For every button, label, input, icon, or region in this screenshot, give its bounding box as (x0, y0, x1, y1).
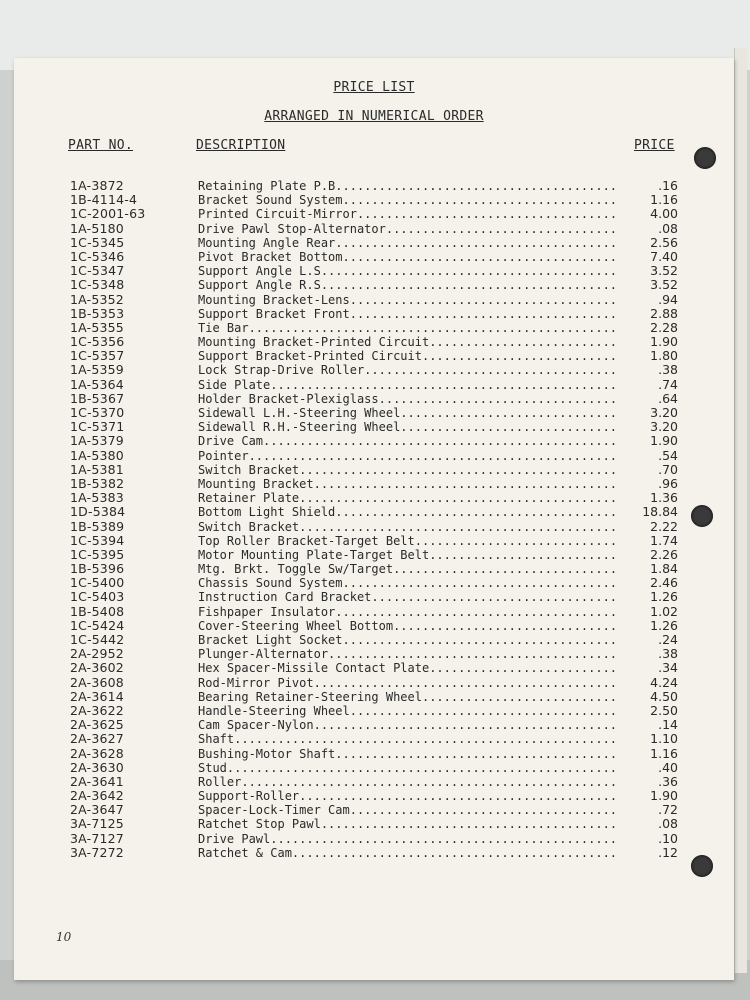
price-cell: .40 (658, 759, 678, 775)
price-cell: .16 (658, 178, 678, 193)
part-number-cell: 3A-7127 (70, 830, 124, 846)
price-cell: 3.52 (650, 277, 678, 293)
description-cell: Support Bracket-Printed Circuit ..... (198, 349, 616, 363)
table-row (14, 633, 734, 647)
price-cell: 1.84 (650, 561, 678, 577)
price-cell: 2.28 (650, 319, 678, 335)
description-cell: Instruction Card Bracket ..... (198, 590, 616, 604)
part-number-cell: 1C-5357 (70, 348, 125, 364)
description-cell: Mtg. Brkt. Toggle Sw/Target ..... (198, 562, 616, 576)
description-cell: Mounting Angle Rear ..... (198, 236, 616, 250)
description-cell: Mounting Bracket ..... (198, 477, 616, 491)
description-cell: Side Plate ..... (198, 378, 616, 392)
part-number-cell: 1C-5346 (70, 248, 125, 264)
part-number-cell: 1A-5380 (70, 447, 124, 463)
page-title: PRICE LIST (333, 80, 415, 95)
price-cell: 2.50 (650, 702, 678, 718)
price-list-table (14, 179, 734, 860)
part-number-cell: 1C-5348 (70, 277, 125, 293)
table-row (14, 747, 734, 761)
part-number-cell: 1C-5400 (70, 575, 125, 591)
table-row (14, 307, 734, 321)
price-cell: .38 (658, 362, 678, 378)
price-cell: 18.84 (642, 504, 678, 520)
description-cell: Drive Pawl ..... (198, 832, 616, 846)
document-page (14, 58, 734, 980)
price-cell: 1.90 (650, 433, 678, 449)
table-row (14, 321, 734, 335)
price-cell: 3.52 (650, 263, 678, 279)
description-cell: Sidewall R.H.-Steering Wheel ..... (198, 420, 616, 434)
table-row (14, 548, 734, 562)
description-cell: Ratchet & Cam ..... (198, 846, 616, 860)
description-cell: Bearing Retainer-Steering Wheel ..... (198, 690, 616, 704)
price-cell: 1.36 (650, 490, 678, 506)
page-subtitle: ARRANGED IN NUMERICAL ORDER (264, 109, 484, 124)
table-row (14, 846, 734, 860)
price-cell: 1.16 (650, 745, 678, 761)
column-header-description: DESCRIPTION (196, 138, 286, 153)
price-cell: .64 (658, 390, 678, 406)
table-row (14, 420, 734, 434)
next-page-edge (734, 48, 747, 973)
description-cell: Pivot Bracket Bottom ..... (198, 250, 616, 264)
table-row (14, 349, 734, 363)
part-number-cell: 1A-5359 (70, 362, 124, 378)
table-row (14, 505, 734, 519)
part-number-cell: 1C-5347 (70, 263, 125, 279)
table-row (14, 661, 734, 675)
part-number-cell: 1B-5382 (70, 475, 125, 491)
part-number-cell: 1C-5394 (70, 532, 125, 548)
description-cell: Drive Cam ..... (198, 434, 616, 448)
table-row (14, 250, 734, 264)
price-cell: 2.22 (650, 518, 678, 534)
description-cell: Top Roller Bracket-Target Belt ..... (198, 534, 616, 548)
part-number-cell: 1A-5381 (70, 461, 124, 477)
table-row (14, 207, 734, 221)
part-number-cell: 1C-5403 (70, 589, 125, 605)
part-number-cell: 1B-5396 (70, 561, 125, 577)
description-cell: Hex Spacer-Missile Contact Plate ..... (198, 661, 616, 675)
part-number-cell: 1B-4114-4 (70, 192, 138, 208)
part-number-cell: 2A-3614 (70, 688, 124, 704)
price-cell: 4.24 (650, 674, 678, 690)
table-row (14, 293, 734, 307)
table-row (14, 392, 734, 406)
table-row (14, 761, 734, 775)
part-number-cell: 2A-3628 (70, 745, 124, 761)
part-number-cell: 1C-5442 (70, 632, 125, 647)
price-cell: 1.26 (650, 617, 678, 633)
part-number-cell: 1A-5364 (70, 376, 124, 392)
table-row (14, 264, 734, 278)
part-number-cell: 1B-5389 (70, 518, 125, 534)
description-cell: Fishpaper Insulator ..... (198, 605, 616, 619)
part-number-cell: 1A-3872 (70, 178, 124, 193)
price-cell: .34 (658, 660, 678, 676)
table-row (14, 803, 734, 817)
description-cell: Cover-Steering Wheel Bottom ..... (198, 619, 616, 633)
description-cell: Switch Bracket ..... (198, 520, 616, 534)
part-number-cell: 1A-5352 (70, 291, 124, 307)
price-cell: 1.74 (650, 532, 678, 548)
part-number-cell: 1B-5353 (70, 305, 125, 321)
part-number-cell: 1C-2001-63 (70, 206, 146, 222)
table-row (14, 222, 734, 236)
description-cell: Support Angle L.S. ..... (198, 264, 616, 278)
price-cell: .10 (658, 830, 678, 846)
part-number-cell: 2A-3642 (70, 788, 124, 804)
table-row (14, 676, 734, 690)
description-cell: Printed Circuit-Mirror ..... (198, 207, 616, 221)
part-number-cell: 1C-5345 (70, 234, 125, 250)
part-number-cell: 1A-5379 (70, 433, 124, 449)
column-header-price: PRICE (634, 138, 675, 153)
description-cell: Drive Pawl Stop-Alternator ..... (198, 222, 616, 236)
table-row (14, 378, 734, 392)
table-row (14, 647, 734, 661)
description-cell: Support-Roller ..... (198, 789, 616, 803)
description-cell: Bottom Light Shield ..... (198, 505, 616, 519)
description-cell: Mounting Bracket-Lens ..... (198, 293, 616, 307)
table-row (14, 718, 734, 732)
price-cell: .70 (658, 461, 678, 477)
price-cell: .38 (658, 646, 678, 662)
part-number-cell: 1C-5424 (70, 617, 125, 633)
description-cell: Bracket Sound System ..... (198, 193, 616, 207)
table-row (14, 463, 734, 477)
price-cell: .96 (658, 475, 678, 491)
part-number-cell: 2A-3641 (70, 773, 124, 789)
price-cell: .54 (658, 447, 678, 463)
description-cell: Retaining Plate P.B. ..... (198, 179, 616, 193)
description-cell: Handle-Steering Wheel ..... (198, 704, 616, 718)
table-row (14, 775, 734, 789)
description-cell: Roller ..... (198, 775, 616, 789)
price-cell: 1.26 (650, 589, 678, 605)
table-row (14, 619, 734, 633)
description-cell: Motor Mounting Plate-Target Belt ..... (198, 548, 616, 562)
part-number-cell: 1B-5408 (70, 603, 125, 619)
part-number-cell: 1B-5367 (70, 390, 125, 406)
table-row (14, 605, 734, 619)
price-cell: .08 (658, 220, 678, 236)
part-number-cell: 2A-2952 (70, 646, 124, 662)
description-cell: Tie Bar ..... (198, 321, 616, 335)
part-number-cell: 2A-3627 (70, 731, 124, 747)
binder-hole-icon (694, 147, 716, 169)
price-cell: 2.26 (650, 546, 678, 562)
part-number-cell: 2A-3630 (70, 759, 124, 775)
price-cell: 4.50 (650, 688, 678, 704)
price-cell: 2.88 (650, 305, 678, 321)
price-cell: 1.16 (650, 192, 678, 208)
description-cell: Switch Bracket ..... (198, 463, 616, 477)
table-row (14, 832, 734, 846)
table-row (14, 193, 734, 207)
description-cell: Chassis Sound System ..... (198, 576, 616, 590)
table-row (14, 590, 734, 604)
table-row (14, 576, 734, 590)
table-row (14, 534, 734, 548)
part-number-cell: 1D-5384 (70, 504, 126, 520)
table-row (14, 278, 734, 292)
price-cell: 7.40 (650, 248, 678, 264)
price-cell: .12 (658, 844, 678, 860)
part-number-cell: 2A-3625 (70, 717, 124, 733)
part-number-cell: 2A-3622 (70, 702, 124, 718)
part-number-cell: 1C-5370 (70, 405, 125, 420)
description-cell: Shaft ..... (198, 732, 616, 746)
price-cell: 1.10 (650, 731, 678, 747)
description-cell: Sidewall L.H.-Steering Wheel ..... (198, 406, 616, 420)
description-cell: Bracket Light Socket ..... (198, 633, 616, 647)
price-cell: 1.90 (650, 788, 678, 804)
description-cell: Bushing-Motor Shaft ..... (198, 747, 616, 761)
price-cell: 3.20 (650, 405, 678, 420)
table-row (14, 562, 734, 576)
description-cell: Pointer ..... (198, 449, 616, 463)
price-cell: .08 (658, 816, 678, 832)
price-cell: 1.02 (650, 603, 678, 619)
table-row (14, 434, 734, 448)
price-cell: 1.80 (650, 348, 678, 364)
part-number-cell: 1C-5395 (70, 546, 125, 562)
price-cell: .36 (658, 773, 678, 789)
price-cell: 2.56 (650, 234, 678, 250)
part-number-cell: 1A-5355 (70, 319, 124, 335)
part-number-cell: 1C-5356 (70, 334, 125, 350)
table-row (14, 449, 734, 463)
part-number-cell: 2A-3608 (70, 674, 124, 690)
table-row (14, 477, 734, 491)
description-cell: Mounting Bracket-Printed Circuit ..... (198, 335, 616, 349)
column-header-part: PART NO. (68, 138, 134, 153)
table-row (14, 491, 734, 505)
description-cell: Support Bracket Front ..... (198, 307, 616, 321)
part-number-cell: 1A-5383 (70, 490, 124, 506)
price-cell: 1.90 (650, 334, 678, 350)
description-cell: Lock Strap-Drive Roller ..... (198, 363, 616, 377)
table-row (14, 236, 734, 250)
table-row (14, 704, 734, 718)
page-number: 10 (56, 930, 72, 944)
table-row (14, 690, 734, 704)
table-row (14, 732, 734, 746)
description-cell: Plunger-Alternator ..... (198, 647, 616, 661)
description-cell: Cam Spacer-Nylon ..... (198, 718, 616, 732)
price-cell: .14 (658, 717, 678, 733)
table-row (14, 406, 734, 420)
price-cell: .94 (658, 291, 678, 307)
part-number-cell: 1A-5180 (70, 220, 124, 236)
price-cell: 2.46 (650, 575, 678, 591)
price-cell: 4.00 (650, 206, 678, 222)
description-cell: Holder Bracket-Plexiglass ..... (198, 392, 616, 406)
price-cell: 3.20 (650, 419, 678, 435)
price-cell: .24 (658, 632, 678, 647)
description-cell: Retainer Plate ..... (198, 491, 616, 505)
price-cell: .74 (658, 376, 678, 392)
part-number-cell: 1C-5371 (70, 419, 125, 435)
description-cell: Stud ..... (198, 761, 616, 775)
table-row (14, 520, 734, 534)
table-row (14, 789, 734, 803)
part-number-cell: 2A-3602 (70, 660, 124, 676)
table-row (14, 817, 734, 831)
part-number-cell: 2A-3647 (70, 802, 124, 818)
description-cell: Spacer-Lock-Timer Cam ..... (198, 803, 616, 817)
part-number-cell: 3A-7272 (70, 844, 124, 860)
price-cell: .72 (658, 802, 678, 818)
table-row (14, 335, 734, 349)
part-number-cell: 3A-7125 (70, 816, 124, 832)
description-cell: Rod-Mirror Pivot ..... (198, 676, 616, 690)
table-row (14, 363, 734, 377)
description-cell: Ratchet Stop Pawl ..... (198, 817, 616, 831)
description-cell: Support Angle R.S. ..... (198, 278, 616, 292)
table-row (14, 179, 734, 193)
